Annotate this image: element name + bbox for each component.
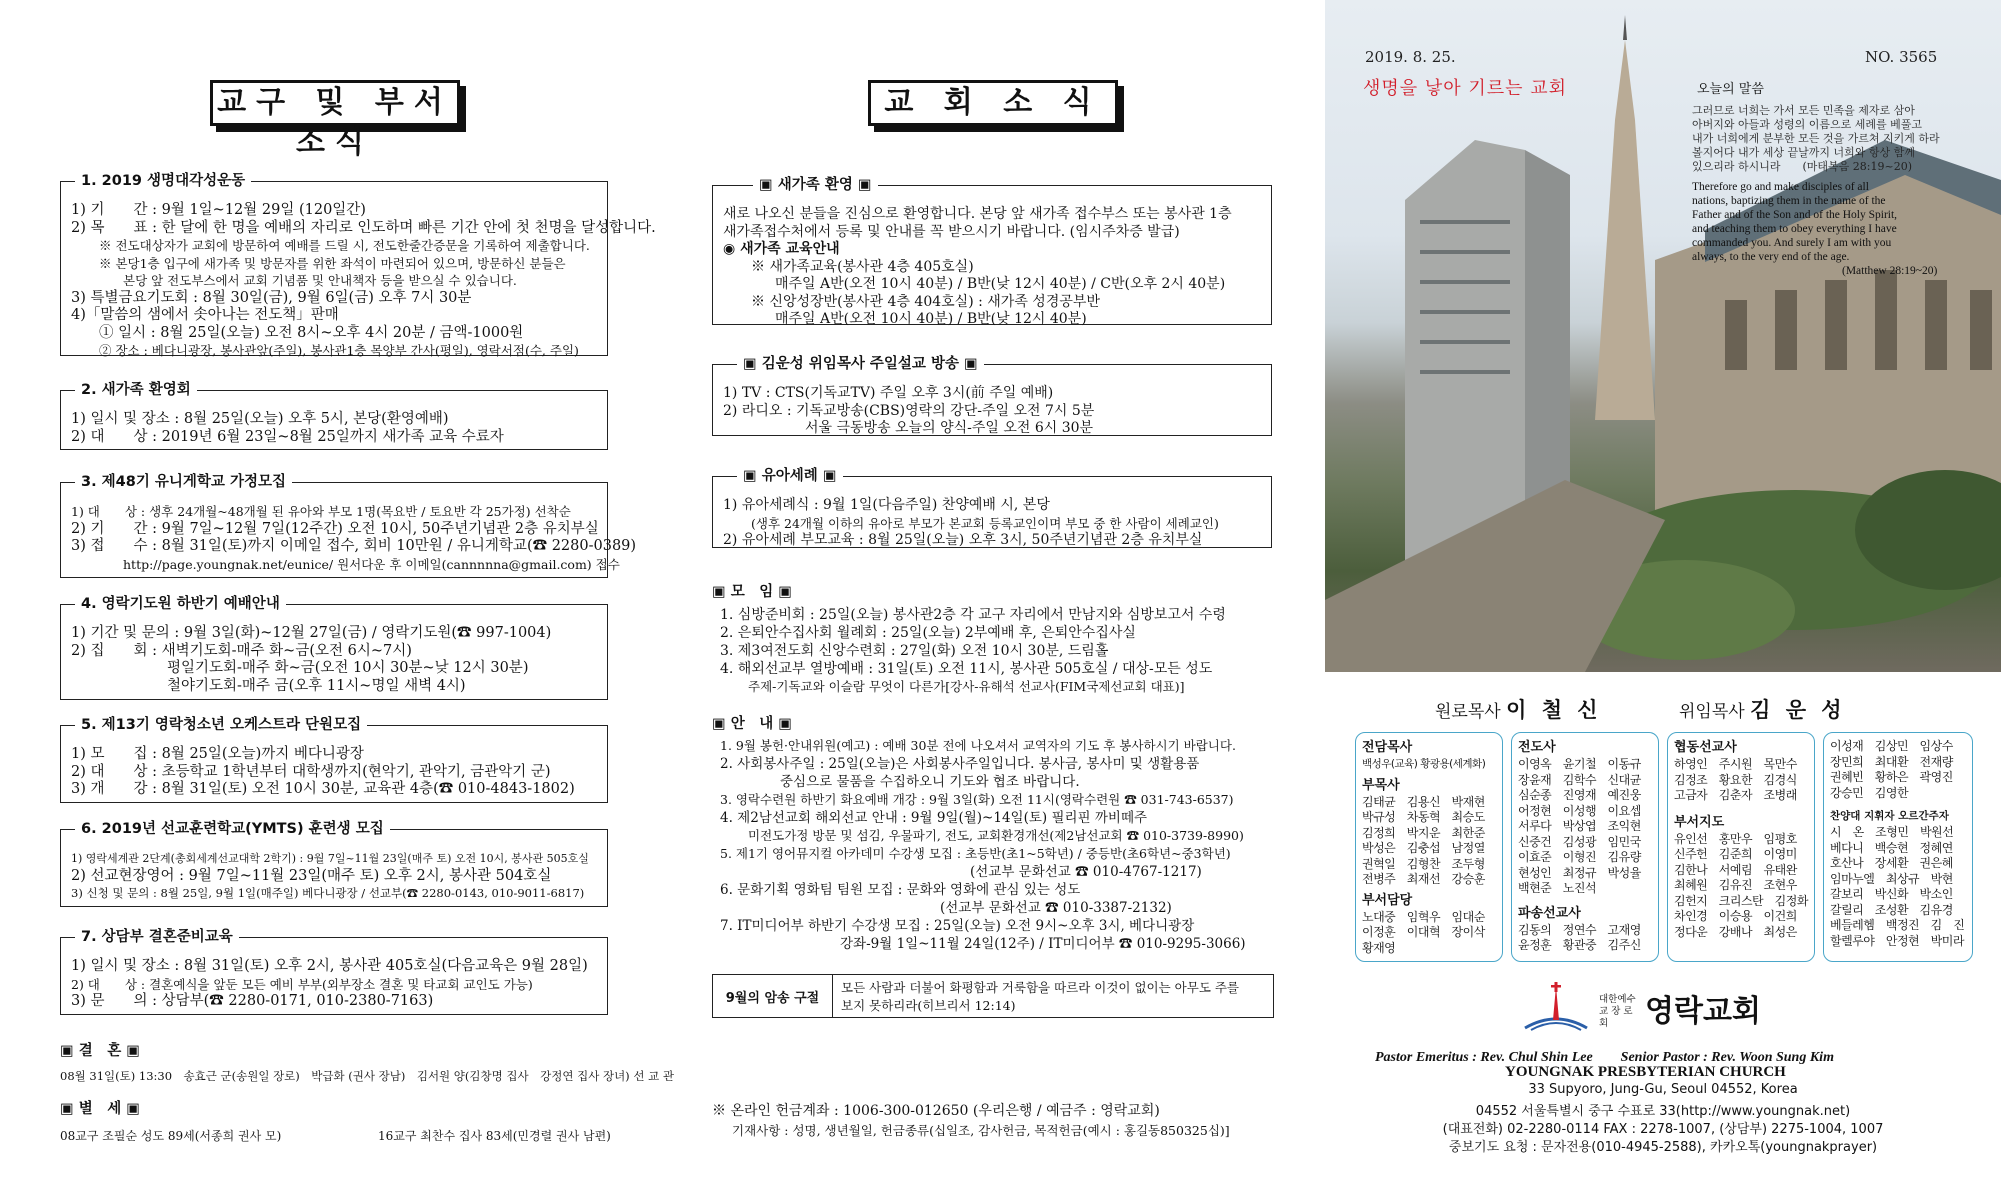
- text-line: commanded you. And surely I am with you: [1692, 237, 1892, 249]
- staff-heading: 전담목사: [1362, 740, 1413, 755]
- staff-names: 황재영: [1362, 940, 1396, 955]
- text-line: 미전도가정 방문 및 섬김, 우물파기, 전도, 교회환경개선(제2남선교회 ☎ 010-3739-8990): [748, 828, 1244, 843]
- staff-names: 어정현 이성행 이요셉: [1518, 803, 1641, 818]
- section-banner: 교 회 소 식: [868, 80, 1118, 126]
- notice-title: ▣ 안 내 ▣: [712, 716, 793, 732]
- staff-column-2: [1511, 732, 1659, 962]
- sermon-section: [712, 356, 1272, 436]
- text-line: 3) 특별금요기도회 : 8월 30일(금), 9월 6일(금) 오후 7시 30분: [71, 289, 472, 306]
- phone-numbers: (대표전화) 02-2280-0114 FAX : 2278-1007, (상담부) 2275-1004, 1007: [1442, 1122, 1884, 1137]
- notice-list: [720, 737, 1285, 953]
- church-logo: [1521, 980, 1821, 1036]
- text-line: 1) 유아세례식 : 9월 1일(다음주일) 찬양예배 시, 본당: [723, 497, 1050, 513]
- staff-names: 신중건 김성광 임민국: [1518, 834, 1641, 849]
- text-line: 1) 모 집 : 8월 25일(오늘)까지 베다니광장: [71, 746, 364, 762]
- staff-names: 이영옥 윤기철 이동규: [1518, 757, 1641, 771]
- text-line: and teaching them to obey everything I have: [1692, 223, 1897, 235]
- section-title: ▣ 김운성 위임목사 주일설교 방송 ▣: [737, 355, 984, 373]
- text-line: 2) 선교현장영어 : 9월 7일~11월 23일(매주 토) 오후 2시, 봉사관 504호실: [71, 867, 552, 884]
- staff-names: 이효준 이형진 김유량: [1518, 850, 1641, 864]
- text-line: 모든 사람과 더불어 화평함과 거룩함을 따르라 이것이 없이는 아무도 주를: [841, 980, 1240, 995]
- section-title: 7. 상담부 결혼준비교육: [75, 928, 239, 946]
- text-line: 2) 라디오 : 기독교방송(CBS)영락의 강단-주일 오전 7시 5분: [723, 402, 1095, 419]
- pastor-emeritus: [1435, 694, 1602, 724]
- text-line: http://page.youngnak.net/eunice/ 원서다운 후 이메일(cannnnna@gmail.com) 접수: [123, 556, 620, 572]
- text-line: 1. 9월 봉헌·안내위원(예고) : 예배 30분 전에 나오셔서 교역자의 기도 후 봉사하시기 바랍니다.: [720, 738, 1236, 753]
- memory-verse-text: [833, 975, 1273, 1017]
- text-line: 4. 해외선교부 열방예배 : 31일(토) 오전 11시, 봉사관 505호실 / 대상-모든 성도: [720, 661, 1213, 677]
- staff-column-3: [1667, 732, 1815, 962]
- staff-names: 김태균 김용신 박재현: [1362, 794, 1485, 809]
- word-title: 오늘의 말씀: [1697, 82, 1764, 97]
- staff-heading: 파송선교사: [1518, 905, 1581, 921]
- section-4: [60, 596, 608, 700]
- label: 원로목사: [1435, 702, 1501, 722]
- death-left: 08교구 조필순 성도 89세(서종희 권사 모): [60, 1129, 282, 1143]
- staff-names: 윤정훈 황관중 김주신: [1518, 938, 1641, 952]
- staff-column-4: [1823, 732, 1973, 962]
- text-line: 매주일 A반(오전 10시 40분) / B반(낮 12시 40분) / C반(오후 2시 40분): [775, 276, 1226, 292]
- text-line: 1. 심방준비회 : 25일(오늘) 봉사관2층 각 교구 자리에서 만남지와 심방보고서 수령: [720, 607, 1226, 623]
- text-line: ※ 신앙성장반(봉사관 4층 404호실) : 새가족 성경공부반: [751, 293, 1100, 310]
- name: 이 철 신: [1506, 698, 1602, 722]
- offering-notes: 기재사항 : 성명, 생년월일, 헌금종류(십일조, 감사헌금, 목적헌금(예시 : 홍길동850325십)]: [732, 1123, 1230, 1138]
- meeting-title: ▣ 모 임 ▣: [712, 584, 793, 600]
- text-line: 4. 제2남선교회 해외선교 안내 : 9월 9일(월)~14일(토) 필리핀 까비떼주: [720, 810, 1148, 826]
- text-line: 보지 못하리라(히브리서 12:14): [841, 998, 1016, 1013]
- online-offering: ※ 온라인 헌금계좌 : 1006-300-012650 (우리은행 / 예금주 : 영락교회): [712, 1103, 1160, 1119]
- text-line: 2) 집 회 : 새벽기도회-매주 화~금(오전 6시~7시): [71, 642, 412, 659]
- memory-verse-label: 9월의 암송 구절: [713, 975, 833, 1017]
- text-line: ② 장소 : 베다니광장, 봉사관앞(주일), 봉사관1층 목양부 간사(평일), 영락서점(수, 주일): [99, 343, 579, 358]
- text-line: 3) 접 수 : 8월 31일(토)까지 이메일 접수, 회비 10만원 / 유니게학교(☎ 2280-0389): [71, 538, 637, 554]
- memory-verse-box: [712, 974, 1274, 1018]
- text-line: ① 일시 : 8월 25일(오늘) 오전 8시~오후 4시 20분 / 금액-1000원: [99, 324, 524, 341]
- staff-names: 갈보리 박신화 박소인: [1830, 887, 1953, 901]
- staff-heading: 부목사: [1362, 777, 1400, 793]
- staff-names: 현성인 최정규 박성율: [1518, 865, 1641, 880]
- section-banner: 교구 및 부서소식: [210, 80, 460, 126]
- text-line: 7. IT미디어부 하반기 수강생 모집 : 25일(오늘) 오전 9시~오후 3시, 베다니광장: [720, 918, 1195, 934]
- staff-names: 임마누엘 최상규 박현: [1830, 871, 1953, 886]
- senior-pastor: [1679, 694, 1846, 724]
- staff-names: 김동의 정연수 고재영: [1518, 922, 1641, 937]
- text-line: 2) 대 상 : 결혼예식을 앞둔 모든 예비 부부(외부장소 결혼 및 타교회 교인도 가능): [71, 976, 533, 992]
- staff-names: 장윤재 김학수 신대균: [1518, 772, 1641, 787]
- middle-column: [660, 0, 1325, 1192]
- text-line: 2) 기 간 : 9월 7일~12월 7일(12주간) 오전 10시, 50주년기념관 2층 유치부실: [71, 520, 599, 537]
- staff-heading: 부서지도: [1674, 814, 1725, 830]
- section-title: 4. 영락기도원 하반기 예배안내: [75, 595, 286, 613]
- section-title: 2. 새가족 환영회: [75, 381, 197, 399]
- text-line: 본당 앞 전도부스에서 교회 기념품 및 안내책자 등을 받으실 수 있습니다.: [123, 273, 517, 288]
- text-line: 있으리라 하시니라 (마태복음 28:19~20): [1692, 160, 1913, 173]
- text-line: 1) 영락세계관 2단계(총회세계선교대학 2학기) : 9월 7일~11월 23일(매주 토) 오전 10시, 봉사관 505호실: [71, 852, 589, 865]
- issue-number: NO. 3565: [1865, 48, 1938, 66]
- word-english: [1692, 180, 1937, 278]
- staff-names: 베들레헴 백정진 김 진: [1830, 918, 1965, 932]
- staff-names: 갈릴리 조성환 김유경: [1830, 902, 1953, 917]
- staff-names: 노대중 임혁우 임대순: [1362, 909, 1485, 924]
- staff-names: 권혜빈 황하은 곽영진: [1830, 770, 1953, 784]
- text-line: 매주일 A반(오전 10시 40분) / B반(낮 12시 40분): [775, 311, 1087, 327]
- staff-names: 강승민 김영한: [1830, 785, 1909, 800]
- section-3: [60, 474, 637, 578]
- text-line: 주제-기독교와 이슬람 무엇이 다른가[강사-유해석 선교사(FIM국제선교회 대표)]: [748, 679, 1185, 694]
- text-line: (선교부 문화선교 ☎ 010-3387-2132): [940, 900, 1172, 916]
- address-korean: 04552 서울특별시 중구 수표로 33(http://www.youngnak.net): [1475, 1104, 1851, 1119]
- staff-names: 정다운 강배나 최성은: [1674, 924, 1797, 939]
- staff-names: 시 온 조형민 박원선: [1830, 825, 1954, 839]
- text-line: 1) 기간 및 문의 : 9월 3일(화)~12월 27일(금) / 영락기도원(☎ 997-1004): [71, 625, 552, 641]
- staff-heading: 찬양대 지휘자 오르간주자: [1830, 810, 1949, 822]
- staff-names: 김헌지 크리스탄 김정화: [1674, 893, 1808, 908]
- text-line: 1) 대 상 : 생후 24개월~48개월 된 유아와 부모 1명(목요반 / 토요반 각 25가정) 선착순: [71, 504, 571, 519]
- section-title: 6. 2019년 선교훈련학교(YMTS) 훈련생 모집: [75, 820, 390, 838]
- section-5: [60, 717, 608, 803]
- staff-names: 고금자 김춘자 조병래: [1674, 788, 1797, 802]
- text-line: 4)「말씀의 샘에서 솟아나는 전도책」판매: [71, 307, 339, 323]
- death-title: ▣ 별 세 ▣: [60, 1101, 141, 1117]
- text-line: Father and of the Son and of the Holy Spirit,: [1692, 209, 1898, 221]
- english-pastors: Pastor Emeritus : Rev. Chul Shin Lee Senior Pastor : Rev. Woon Sung Kim: [1375, 1050, 1834, 1065]
- text-line: 5. 제1기 영어뮤지컬 아카데미 수강생 모집 : 초등반(초1~5학년) / 중등반(초6학년~중3학년): [720, 846, 1231, 861]
- section-title: ▣ 유아세례 ▣: [737, 467, 843, 485]
- english-church-name: YOUNGNAK PRESBYTERIAN CHURCH: [1505, 1064, 1786, 1080]
- name: 김 운 성: [1750, 698, 1846, 722]
- text-line: 철야기도회-매주 금(오후 11시~명일 새벽 4시): [167, 677, 466, 694]
- text-line: 3. 제3여전도회 신앙수련회 : 27일(화) 오전 10시 30분, 드림홀: [720, 643, 1109, 659]
- text-line: 중심으로 물품을 수집하오니 기도와 협조 바랍니다.: [780, 774, 1080, 790]
- text-line: Therefore go and make disciples of all: [1692, 181, 1869, 193]
- text-line: 2) 유아세례 부모교육 : 8월 25일(오늘) 오후 3시, 50주년기념관 2층 유치부실: [723, 532, 1203, 548]
- staff-names: 심순종 진영재 예진웅: [1518, 788, 1641, 802]
- text-line: 내가 너희에게 분부한 모든 것을 가르쳐 지키게 하라: [1692, 132, 1940, 145]
- text-line: 1) TV : CTS(기독교TV) 주일 오후 3시(前 주일 예배): [723, 385, 1054, 401]
- text-line: ◉ 새가족 교육안내: [723, 241, 840, 257]
- text-line: 강좌-9월 1일~11월 24일(12주) / IT미디어부 ☎ 010-9295-3066): [840, 936, 1246, 952]
- staff-heading: 부서담당: [1362, 892, 1413, 908]
- prayer-request: 중보기도 요청 : 문자전용(010-4945-2588), 카카오톡(youngnakprayer): [1448, 1140, 1878, 1155]
- staff-names: 전병주 최재선 강승훈: [1362, 872, 1485, 886]
- staff-names: 김한나 서예림 유태완: [1674, 862, 1797, 877]
- section-1: [60, 173, 656, 358]
- issue-date: 2019. 8. 25.: [1365, 48, 1456, 66]
- section-title: 1. 2019 생명대각성운동: [75, 172, 251, 190]
- text-line: 3. 영락수련원 하반기 화요예배 개강 : 9월 3일(화) 오전 11시(영락수련원 ☎ 031-743-6537): [720, 792, 1234, 807]
- meeting-list: [720, 606, 1280, 696]
- staff-column-1: [1355, 732, 1503, 962]
- newfamily-section: [712, 177, 1272, 327]
- church-logo-icon: [1521, 980, 1591, 1034]
- staff-names: 장민희 최대환 전재량: [1830, 754, 1953, 769]
- section-6: [60, 821, 608, 907]
- wedding-line: 08월 31일(토) 13:30 송효근 군(송원일 장로) 박급화 (권사 장남) 김서원 양(김창명 집사 강정연 집사 장녀) 선 교 관: [60, 1069, 674, 1083]
- staff-names: 백성우(교육) 황광용(세계화): [1362, 758, 1486, 770]
- label: 위임목사: [1679, 702, 1745, 722]
- staff-names: 권혁일 김형찬 조두형: [1362, 856, 1485, 871]
- staff-names: 신주헌 김준희 이영미: [1674, 847, 1797, 861]
- section-title: 5. 제13기 영락청소년 오케스트라 단원모집: [75, 716, 367, 734]
- staff-names: 박규성 차동혁 최승도: [1362, 810, 1485, 824]
- text-line: (생후 24개월 이하의 유아로 부모가 본교회 등록교인이며 부모 중 한 사람이 세례교인): [751, 515, 1219, 531]
- word-korean: [1692, 104, 1940, 174]
- logo-small-text: 대한예수교 장 로 회: [1599, 994, 1636, 1029]
- text-line: ※ 본당1층 입구에 새가족 및 방문자를 위한 좌석이 마련되어 있으며, 방문하신 분들은: [99, 255, 566, 271]
- text-line: always, to the very end of the age.: [1692, 251, 1850, 263]
- staff-names: 이성재 김상민 임상수: [1830, 739, 1953, 753]
- text-line: ※ 새가족교육(봉사관 4층 405호실): [751, 258, 974, 275]
- text-line: ※ 전도대상자가 교회에 방문하여 예배를 드릴 시, 전도한줄간증문을 기록하여 제출합니다.: [99, 238, 590, 253]
- staff-names: 김정희 박지운 최한준: [1362, 825, 1485, 840]
- staff-directory: [1355, 732, 1975, 962]
- text-line: (선교부 문화선교 ☎ 010-4767-1217): [970, 864, 1202, 880]
- baptism-section: [712, 468, 1272, 548]
- text-line: 1) 기 간 : 9월 1일~12월 29일 (120일간): [71, 202, 366, 218]
- staff-names: 베다니 백승현 정혜연: [1830, 840, 1953, 855]
- staff-names: 이정훈 이대혁 장이삭: [1362, 925, 1485, 939]
- text-line: 6. 문화기획 영화팀 팀원 모집 : 문화와 영화에 관심 있는 성도: [720, 882, 1081, 898]
- staff-names: 하영인 주시원 목만수: [1674, 757, 1797, 771]
- text-line: 볼지어다 내가 세상 끝날까지 너희와 항상 함께: [1692, 146, 1915, 159]
- section-title: ▣ 새가족 환영 ▣: [753, 176, 878, 194]
- text-line: 1) 일시 및 장소 : 8월 31일(토) 오후 2시, 봉사관 405호실(다음교육은 9월 28일): [71, 958, 588, 974]
- text-line: 그러므로 너희는 가서 모든 민족을 제자로 삼아: [1692, 104, 1915, 117]
- church-slogan: 생명을 낳아 기르는 교회: [1363, 78, 1568, 99]
- section-7: [60, 929, 608, 1015]
- text-line: 새가족접수처에서 등록 및 안내를 꼭 받으시기 바랍니다. (임시주차증 발급): [723, 223, 1180, 240]
- staff-heading: 협동선교사: [1674, 740, 1737, 755]
- staff-heading: 전도사: [1518, 740, 1556, 755]
- text-line: 1) 일시 및 장소 : 8월 25일(오늘) 오후 5시, 본당(환영예배): [71, 411, 449, 427]
- text-line: 아버지와 아들과 성령의 이름으로 세례를 베풀고: [1692, 118, 1923, 131]
- text-line: 2) 대 상 : 초등학교 1학년부터 대학생까지(현악기, 관악기, 금관악기 군): [71, 763, 551, 780]
- staff-names: 서루다 박상엽 조익현: [1518, 819, 1641, 833]
- text-line: 평일기도회-매주 화~금(오전 10시 30분~낮 12시 30분): [167, 660, 529, 676]
- text-line: (Matthew 28:19~20): [1842, 265, 1938, 277]
- text-line: 3) 개 강 : 8월 31일(토) 오전 10시 30분, 교육관 4층(☎ 010-4843-1802): [71, 781, 575, 797]
- staff-names: 차인경 이승용 이건희: [1674, 909, 1797, 923]
- text-line: nations, baptizing them in the name of the: [1692, 195, 1886, 207]
- text-line: 3) 신청 및 문의 : 8월 25일, 9월 1일(매주일) 베다니광장 / 선교부(☎ 2280-0143, 010-9011-6817): [71, 886, 585, 900]
- staff-names: 최혜원 김유진 조현우: [1674, 878, 1797, 892]
- text-line: 서울 극동방송 오늘의 양식-주일 오전 6시 30분: [805, 420, 1094, 436]
- text-line: 2. 사회봉사주일 : 25일(오늘)은 사회봉사주일입니다. 봉사금, 봉사미 및 생활용품: [720, 756, 1200, 772]
- wedding-title: ▣ 결 혼 ▣: [60, 1043, 141, 1059]
- right-column: [1325, 0, 2001, 1192]
- staff-names: 김정조 황요한 김경식: [1674, 772, 1797, 787]
- staff-names: 백현준 노진석: [1518, 881, 1597, 895]
- address-english: 33 Supyoro, Jung-Gu, Seoul 04552, Korea: [1528, 1082, 1798, 1097]
- staff-names: 호산나 장세환 권은혜: [1830, 856, 1953, 870]
- death-right: 16교구 최찬수 집사 83세(민경렬 권사 남편): [378, 1129, 611, 1143]
- staff-names: 할렐루야 안정현 박미라: [1830, 933, 1964, 948]
- text-line: 2) 대 상 : 2019년 6월 23일~8월 25일까지 새가족 교육 수료자: [71, 428, 504, 445]
- section-title: 3. 제48기 유니게학교 가정모집: [75, 473, 292, 491]
- section-2: [60, 382, 608, 450]
- church-photo: [1325, 0, 2001, 672]
- logo-church-name: 영락교회: [1645, 994, 1761, 1029]
- left-column: [0, 0, 674, 1192]
- text-line: 2) 목 표 : 한 달에 한 명을 예배의 자리로 인도하며 빠른 기간 안에 첫 천명을 달성합니다.: [71, 219, 656, 236]
- text-line: 새로 나오신 분들을 진심으로 환영합니다. 본당 앞 새가족 접수부스 또는 봉사관 1층: [723, 206, 1232, 222]
- church-illustration: [1325, 0, 2001, 672]
- staff-names: 박성은 김충섭 남정열: [1362, 841, 1485, 855]
- staff-names: 유인선 홍만우 임평호: [1674, 831, 1797, 846]
- text-line: 3) 문 의 : 상담부(☎ 2280-0171, 010-2380-7163): [71, 993, 434, 1009]
- text-line: 2. 은퇴안수집사회 월례회 : 25일(오늘) 2부예배 후, 은퇴안수집사실: [720, 625, 1136, 641]
